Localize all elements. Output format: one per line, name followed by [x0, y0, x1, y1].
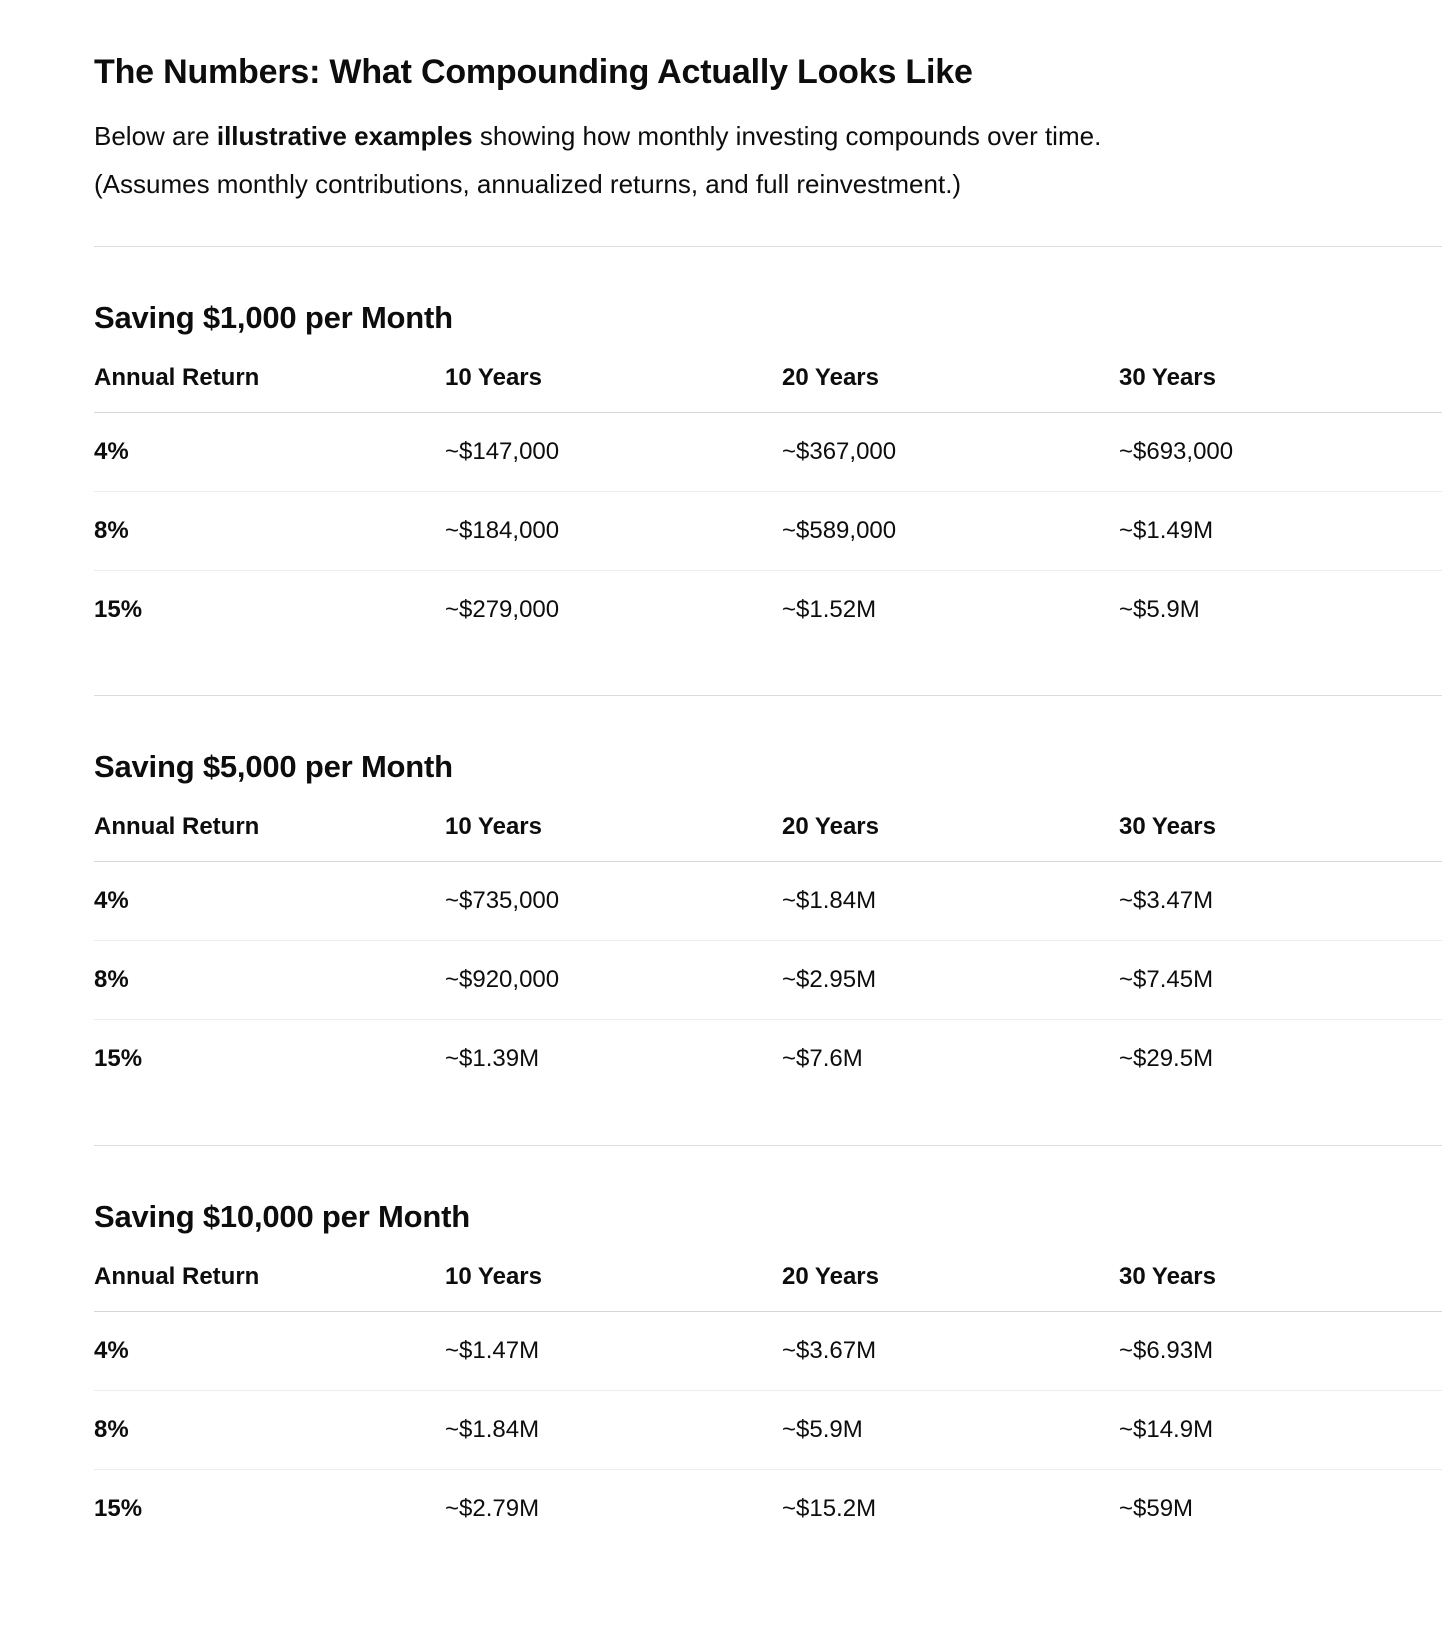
value-10-years: ~$184,000 — [445, 517, 560, 544]
section-title-1000: Saving $1,000 per Month — [94, 300, 453, 335]
header-10-years: 10 Years — [445, 813, 542, 840]
value-20-years: ~$7.6M — [782, 1045, 863, 1072]
value-30-years: ~$7.45M — [1119, 966, 1214, 993]
intro-text-start: Below are — [94, 121, 217, 151]
table-10000-per-month — [94, 1257, 1442, 1548]
header-10-years: 10 Years — [445, 364, 542, 391]
return-rate: 15% — [94, 1045, 143, 1072]
value-30-years: ~$1.49M — [1119, 517, 1214, 544]
section-divider — [94, 695, 1442, 696]
header-30-years: 30 Years — [1119, 813, 1216, 840]
header-20-years: 20 Years — [782, 813, 879, 840]
table-row — [94, 1312, 1442, 1391]
table-header-row — [94, 1257, 1442, 1312]
section-divider — [94, 246, 1442, 247]
table-row — [94, 941, 1442, 1020]
table-row — [94, 413, 1442, 492]
table-1000-per-month — [94, 358, 1442, 649]
value-30-years: ~$29.5M — [1119, 1045, 1214, 1072]
intro-paragraph — [94, 118, 1101, 154]
table-row — [94, 1470, 1442, 1548]
value-30-years: ~$693,000 — [1119, 438, 1234, 465]
value-10-years: ~$279,000 — [445, 596, 560, 623]
assumptions-note: (Assumes monthly contributions, annualized returns, and full reinvestment.) — [94, 169, 962, 199]
value-30-years: ~$14.9M — [1119, 1416, 1214, 1443]
table-row — [94, 1020, 1442, 1098]
value-30-years: ~$3.47M — [1119, 887, 1214, 914]
value-20-years: ~$589,000 — [782, 517, 897, 544]
table-5000-per-month — [94, 807, 1442, 1098]
intro-bold-phrase: illustrative examples — [216, 121, 473, 151]
header-annual-return: Annual Return — [94, 1263, 260, 1290]
value-20-years: ~$1.84M — [782, 887, 877, 914]
intro-text-end: showing how monthly investing compounds over time. — [472, 121, 1102, 151]
value-30-years: ~$6.93M — [1119, 1337, 1214, 1364]
value-20-years: ~$367,000 — [782, 438, 897, 465]
table-header-row — [94, 358, 1442, 413]
return-rate: 4% — [94, 887, 129, 914]
page-title: The Numbers: What Compounding Actually Looks Like — [94, 53, 973, 91]
return-rate: 4% — [94, 438, 129, 465]
value-20-years: ~$15.2M — [782, 1495, 877, 1522]
header-10-years: 10 Years — [445, 1263, 542, 1290]
header-20-years: 20 Years — [782, 364, 879, 391]
section-title-10000: Saving $10,000 per Month — [94, 1199, 470, 1234]
header-20-years: 20 Years — [782, 1263, 879, 1290]
value-20-years: ~$3.67M — [782, 1337, 877, 1364]
value-30-years: ~$5.9M — [1119, 596, 1200, 623]
table-row — [94, 862, 1442, 941]
value-10-years: ~$735,000 — [445, 887, 560, 914]
table-row — [94, 1391, 1442, 1470]
section-title-5000: Saving $5,000 per Month — [94, 749, 453, 784]
return-rate: 8% — [94, 1416, 129, 1443]
table-row — [94, 571, 1442, 649]
value-10-years: ~$147,000 — [445, 438, 560, 465]
return-rate: 15% — [94, 1495, 143, 1522]
table-header-row — [94, 807, 1442, 862]
value-10-years: ~$2.79M — [445, 1495, 540, 1522]
value-20-years: ~$1.52M — [782, 596, 877, 623]
section-divider — [94, 1145, 1442, 1146]
value-10-years: ~$1.47M — [445, 1337, 540, 1364]
header-annual-return: Annual Return — [94, 364, 260, 391]
value-20-years: ~$2.95M — [782, 966, 877, 993]
value-10-years: ~$1.84M — [445, 1416, 540, 1443]
value-30-years: ~$59M — [1119, 1495, 1194, 1522]
header-annual-return: Annual Return — [94, 813, 260, 840]
table-row — [94, 492, 1442, 571]
value-20-years: ~$5.9M — [782, 1416, 863, 1443]
return-rate: 8% — [94, 966, 129, 993]
value-10-years: ~$1.39M — [445, 1045, 540, 1072]
return-rate: 15% — [94, 596, 143, 623]
return-rate: 8% — [94, 517, 129, 544]
header-30-years: 30 Years — [1119, 1263, 1216, 1290]
header-30-years: 30 Years — [1119, 364, 1216, 391]
value-10-years: ~$920,000 — [445, 966, 560, 993]
return-rate: 4% — [94, 1337, 129, 1364]
